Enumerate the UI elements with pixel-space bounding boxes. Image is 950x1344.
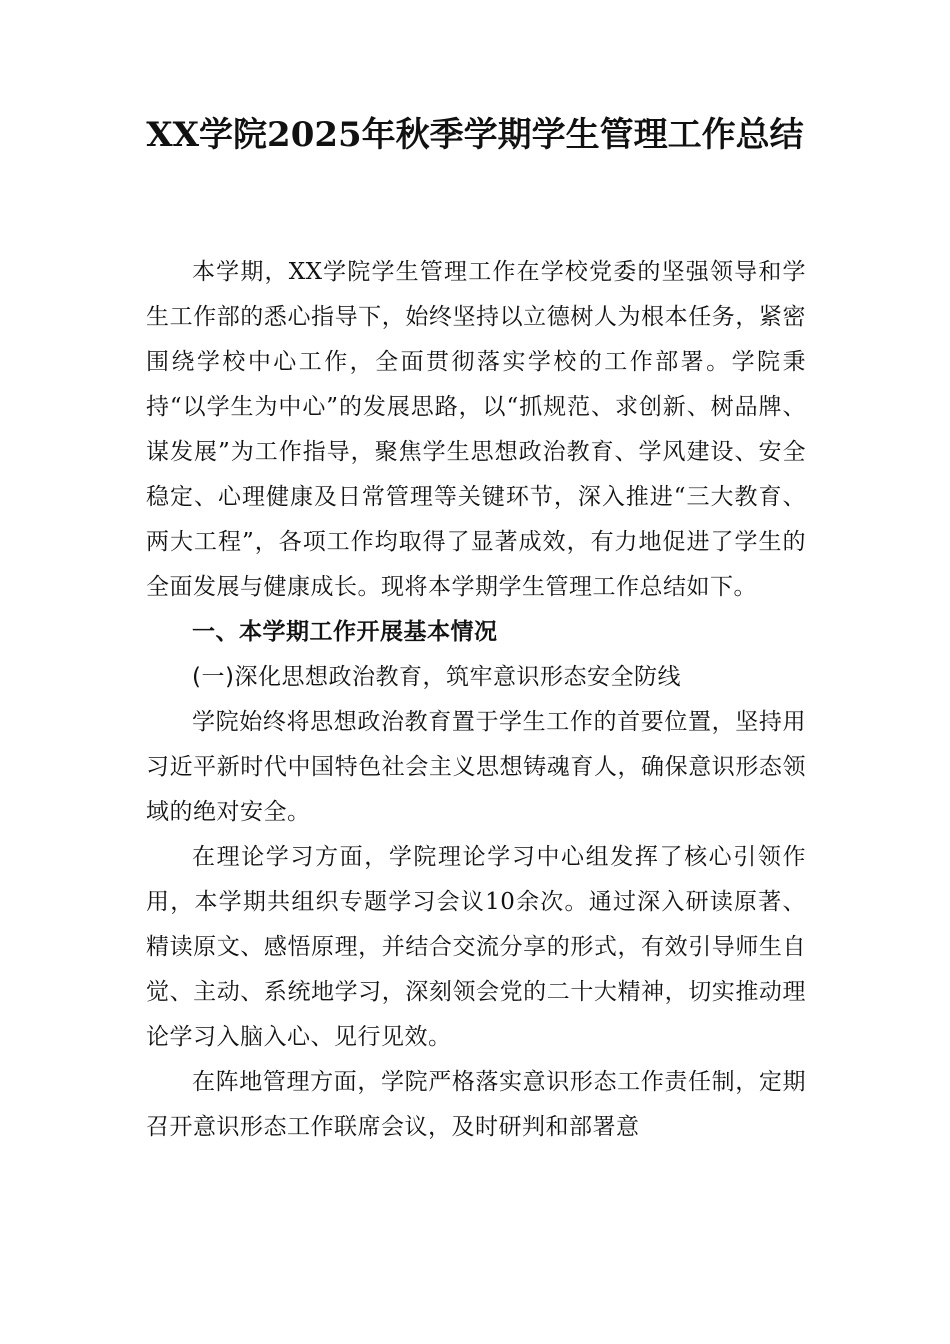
body-paragraph: 在理论学习方面，学院理论学习中心组发挥了核心引领作用，本学期共组织专题学习会议10余次。通过深入研读原著、精读原文、感悟原理，并结合交流分享的形式，有效引导师生自觉、主动、系统地学习，深刻领会党的二十大精神，切实推动理论学习入脑入心、见行见效。 <box>146 844 806 1050</box>
document-title: XX学院2025年秋季学期学生管理工作总结 <box>146 115 804 155</box>
intro-paragraph: 本学期，XX学院学生管理工作在学校党委的坚强领导和学生工作部的悉心指导下，始终坚持以立德树人为根本任务，紧密围绕学校中心工作，全面贯彻落实学校的工作部署。学院秉持“以学生为中心”的发展思路，以“抓规范、求创新、树品牌、谋发展”为工作指导，聚焦学生思想政治教育、学风建设、安全稳定、心理健康及日常管理等关键环节，深入推进“三大教育、两大工程”，各项工作均取得了显著成效，有力地促进了学生的全面发展与健康成长。现将本学期学生管理工作总结如下。 <box>146 259 806 600</box>
body-paragraph: 学院始终将思想政治教育置于学生工作的首要位置，坚持用习近平新时代中国特色社会主义思想铸魂育人，确保意识形态领域的绝对安全。 <box>146 709 806 825</box>
section-heading: 一、本学期工作开展基本情况 <box>192 619 498 645</box>
body-paragraph: 在阵地管理方面，学院严格落实意识形态工作责任制，定期召开意识形态工作联席会议，及时研判和部署意 <box>146 1069 806 1140</box>
subsection-heading: (一)深化思想政治教育，筑牢意识形态安全防线 <box>192 664 681 690</box>
document-body <box>146 250 806 1150</box>
